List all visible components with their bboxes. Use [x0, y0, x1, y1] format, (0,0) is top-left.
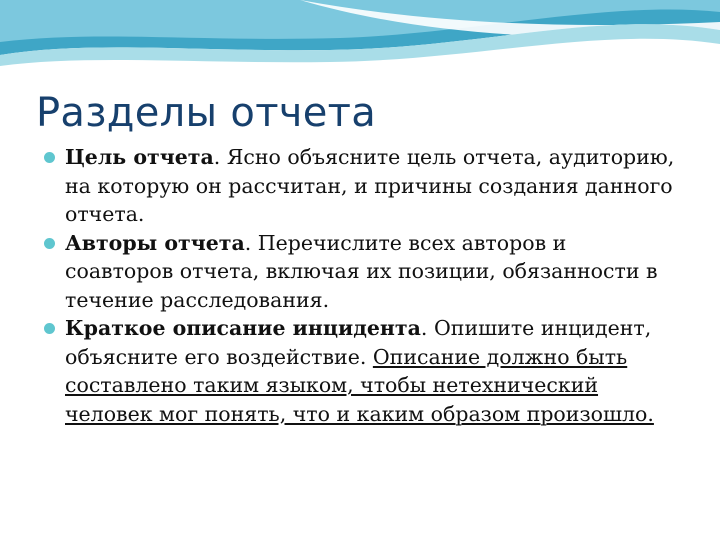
bullet-list [40, 143, 680, 428]
slide-title: Разделы отчета [36, 90, 377, 136]
bullet-dot-icon [44, 238, 55, 249]
bullet-item-purpose [40, 143, 680, 229]
header-wave-decoration [0, 0, 720, 80]
bullet-text: Ясно объясните цель отчета, аудиторию, на которую он рассчитан, и причины создания данного отчета. [65, 145, 675, 226]
bullet-term: Авторы отчета [65, 230, 245, 255]
bullet-term-period: . [244, 230, 252, 255]
bullet-item-incident-summary [40, 314, 680, 428]
bullet-text: Опишите инцидент, объясните его воздействие. [65, 316, 652, 369]
bullet-dot-icon [44, 152, 55, 163]
bullet-dot-icon [44, 323, 55, 334]
bullet-underlined-text: Описание должно быть составлено таким языком, чтобы нетехнический человек мог понять, что и каким образом произошло. [65, 344, 654, 426]
bullet-term-period: . [420, 316, 428, 340]
bullet-term-period: . [213, 145, 221, 169]
bullet-text: Перечислите всех авторов и соавторов отчета, включая их позиции, обязанности в течение расследования. [65, 230, 658, 312]
bullet-item-authors [40, 229, 680, 315]
bullet-term: Краткое описание инцидента [65, 316, 421, 340]
bullet-term: Цель отчета [65, 145, 214, 169]
